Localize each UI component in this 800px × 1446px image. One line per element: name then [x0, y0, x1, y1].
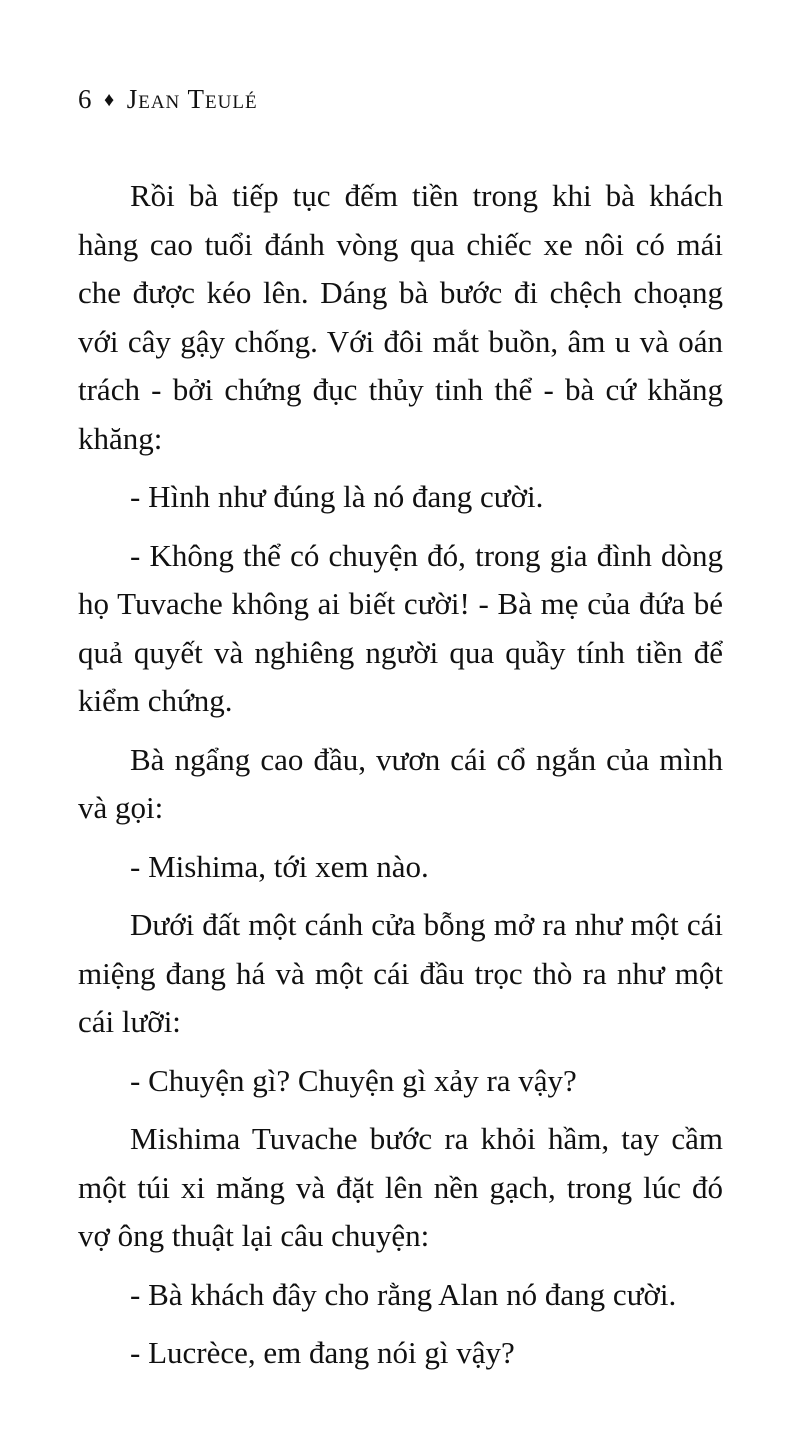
paragraph: Mishima Tuvache bước ra khỏi hầm, tay cầm một túi xi măng và đặt lên nền gạch, trong lúc đó vợ ông thuật lại câu chuyện:: [78, 1121, 723, 1253]
author-name: Jean Teulé: [126, 84, 258, 114]
paragraph: Bà ngẩng cao đầu, vươn cái cổ ngắn của mình và gọi:: [78, 741, 723, 825]
paragraph: - Lucrèce, em đang nói gì vậy?: [130, 1335, 515, 1370]
paragraph: - Chuyện gì? Chuyện gì xảy ra vậy?: [130, 1062, 577, 1098]
body-text: [78, 172, 723, 1388]
paragraph: Dưới đất một cánh cửa bỗng mở ra như một cái miệng đang há và một cái đầu trọc thò ra như một cái lưỡi:: [78, 907, 723, 1039]
paragraph: Rồi bà tiếp tục đếm tiền trong khi bà khách hàng cao tuổi đánh vòng qua chiếc xe nôi có mái che được kéo lên. Dáng bà bước đi chệch choạng với cây gậy chống. Với đôi mắt buồn, âm u và oán trách - bởi chứng đục thủy tinh thể - bà cứ khăng khăng:: [78, 178, 723, 456]
diamond-separator-icon: ♦: [104, 88, 115, 111]
paragraph: - Mishima, tới xem nào.: [130, 848, 429, 884]
paragraph: - Không thể có chuyện đó, trong gia đình dòng họ Tuvache không ai biết cười! - Bà mẹ của đứa bé quả quyết và nghiêng người qua quầy tính tiền để kiểm chứng.: [78, 537, 723, 718]
paragraph: - Bà khách đây cho rằng Alan nó đang cười.: [130, 1276, 677, 1312]
page-number: 6: [78, 84, 92, 114]
paragraph: - Hình như đúng là nó đang cười.: [130, 479, 544, 514]
running-head: [78, 84, 258, 115]
